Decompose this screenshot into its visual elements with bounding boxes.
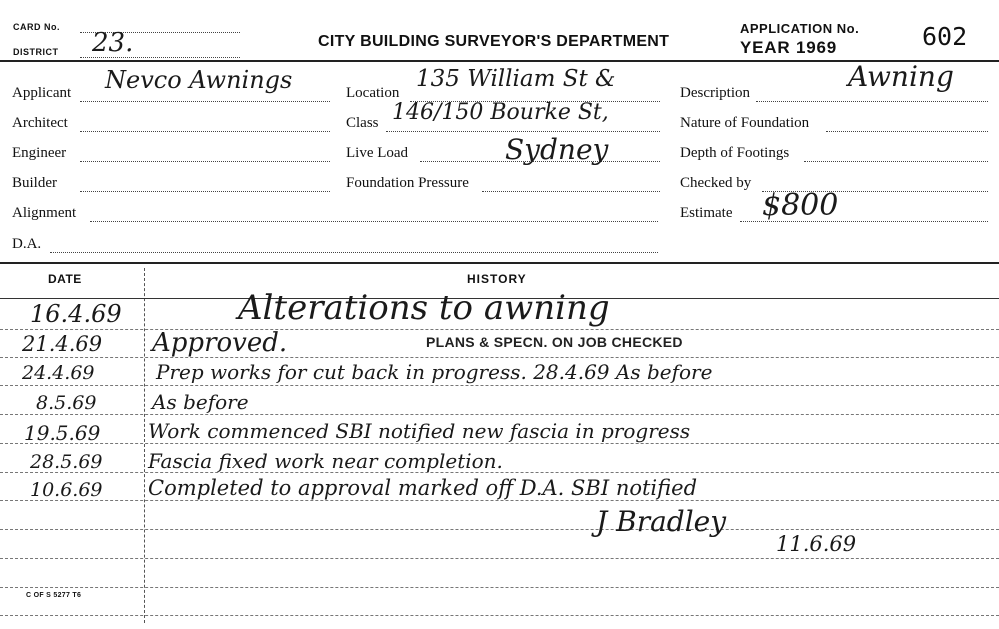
signature: J Bradley (596, 505, 727, 538)
district-label: DISTRICT (13, 47, 59, 57)
builder-label: Builder (12, 175, 57, 191)
entry-date: 16.4.69 (30, 300, 122, 328)
class-value: 146/150 Bourke St, (392, 100, 609, 125)
alignment-line (90, 221, 658, 222)
architect-label: Architect (12, 115, 68, 131)
nature-of-foundation-line (826, 131, 988, 132)
architect-line (80, 131, 330, 132)
entry-text: Prep works for cut back in progress. 28.4.69 As before (156, 360, 713, 384)
applicant-value: Nevco Awnings (105, 66, 293, 94)
alignment-label: Alignment (12, 205, 77, 221)
history-line (0, 414, 999, 415)
history-line (0, 558, 999, 559)
estimate-value: $800 (762, 188, 839, 223)
entry-text: As before (152, 390, 249, 414)
builder-line (80, 191, 330, 192)
foundation-pressure-line (482, 191, 660, 192)
depth-of-footings-line (804, 161, 988, 162)
checked-by-label: Checked by (680, 175, 752, 191)
da-line (50, 252, 658, 253)
class-label: Class (346, 115, 379, 131)
signature-date: 11.6.69 (776, 532, 857, 556)
location-value: 135 William St & (416, 66, 616, 92)
plans-checked-stamp: PLANS & SPECN. ON JOB CHECKED (426, 334, 683, 350)
applicant-line (80, 101, 330, 102)
estimate-label: Estimate (680, 205, 733, 221)
entry-text: Fascia fixed work near completion. (148, 449, 503, 473)
entry-text: Work commenced SBI notified new fascia in progress (148, 419, 691, 443)
application-no-value: 602 (922, 22, 968, 51)
description-value: Awning (848, 60, 954, 93)
form-code: C OF S 5277 T6 (26, 592, 82, 599)
district-value: 23. (92, 28, 134, 58)
entry-text: Alterations to awning (238, 288, 610, 328)
depth-of-footings-label: Depth of Footings (680, 145, 790, 161)
year-label: YEAR 1969 (740, 38, 837, 57)
history-line (0, 329, 999, 330)
date-header: DATE (48, 272, 82, 286)
department-title: CITY BUILDING SURVEYOR'S DEPARTMENT (318, 33, 670, 50)
history-line (0, 587, 999, 588)
entry-text: Approved. (152, 328, 288, 358)
location-label: Location (346, 85, 400, 101)
applicant-label: Applicant (12, 85, 72, 101)
date-column-divider (144, 268, 145, 623)
entry-date: 19.5.69 (24, 421, 101, 445)
da-label: D.A. (12, 236, 42, 252)
history-line (0, 385, 999, 386)
history-line (0, 615, 999, 616)
history-line (0, 443, 999, 444)
entry-date: 21.4.69 (22, 332, 103, 356)
foundation-pressure-label: Foundation Pressure (346, 175, 469, 191)
description-label: Description (680, 85, 750, 101)
class-line (386, 131, 660, 132)
history-line (0, 500, 999, 501)
history-top-rule (0, 262, 999, 264)
entry-date: 10.6.69 (30, 479, 103, 501)
nature-of-foundation-label: Nature of Foundation (680, 115, 810, 131)
engineer-label: Engineer (12, 145, 67, 161)
card-no-label: CARD No. (13, 22, 60, 32)
entry-date: 24.4.69 (22, 362, 95, 384)
description-line (756, 101, 988, 102)
entry-date: 8.5.69 (36, 392, 97, 414)
live-load-label: Live Load (346, 145, 409, 161)
history-line (0, 357, 999, 358)
entry-date: 28.5.69 (30, 451, 103, 473)
live-load-value: Sydney (505, 133, 609, 166)
history-line (0, 529, 999, 530)
history-header: HISTORY (467, 272, 527, 286)
entry-text: Completed to approval marked off D.A. SBI notified (148, 476, 698, 500)
application-no-label: APPLICATION No. (740, 21, 860, 36)
engineer-line (80, 161, 330, 162)
